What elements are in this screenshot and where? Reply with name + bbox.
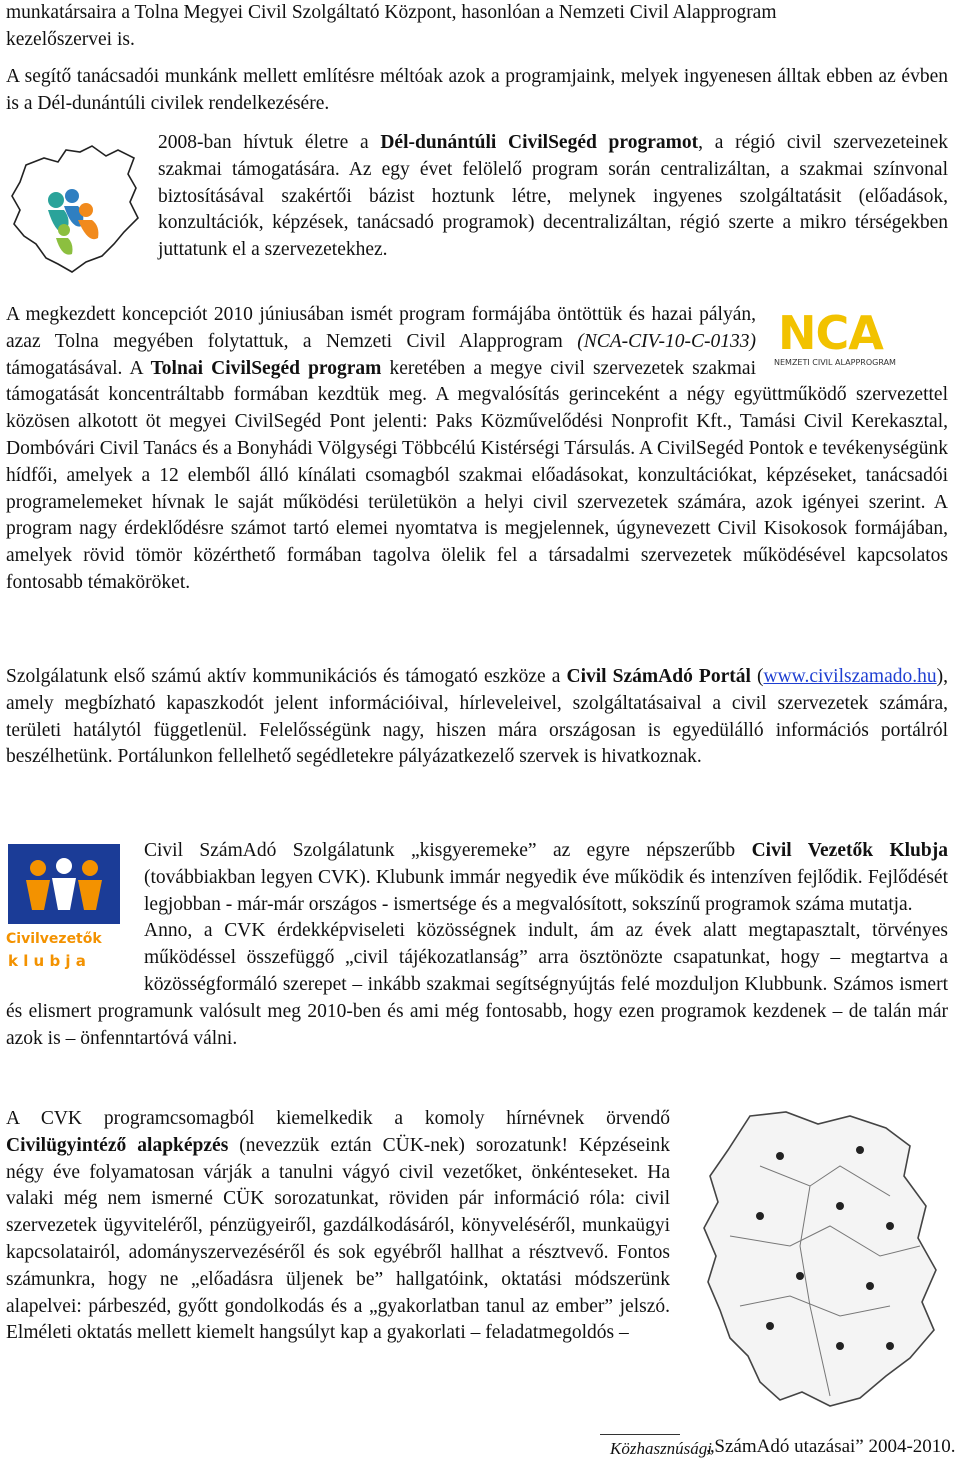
region-map-icon: [6, 140, 146, 280]
tolna-map-icon: [690, 1106, 948, 1416]
portal-section: [6, 664, 948, 771]
nca-logo: [774, 308, 934, 372]
nca-section: [6, 302, 948, 597]
nca-grant-id: (NCA-CIV-10-C-0133): [577, 330, 756, 352]
civilseged-text: 2008-ban hívtuk életre a Dél-dunántúli CivilSegéd programot, a régió civil szervezeteinek szakmai támogatására. Az egy évet felölelő program során centralizáltan, a szakmai színvonal biztosításával szakértői bázist hoztunk létre, melynek ingyenes szolgáltatásit (előadások, konzultációk, képzések, tanácsadó programok) decentralizáltan, régió szerte a mikro térségekben juttatunk el a szervezetekhez.: [158, 132, 949, 261]
footer-rule: [600, 1434, 680, 1435]
cuk-text: A CVK programcsomagból kiemelkedik a komoly hírnévnek örvendő Civilügyintéző alapképzés (nevezzük eztán CÜK-nek) sorozatunk! Képzéseink négy éve folyamatosan várják a tanulni vágyó civil vezetőket, önkénteseket. Ha valaki még nem ismerné CÜK sorozatunkat, röviden pár információ róla: civil szervezetek ügyviteléről, pénzügyeiről, gazdálkodásáról, könyveléséről, munkaügyi kapcsolatairól, adományszervezéséről és sok egyébről hallhat a résztvevő. Fontos számunkra, hogy ne „előadásra üljenek be” hallgatóink, oktatási módszerünk alapelvei: párbeszéd, győtt gondolkodás és a „gyakorlatban tanul az ember” jelszó. Elméleti oktatás mellett kiemelt hangsúlyt kap a gyakorlati – feladatmegoldós –: [6, 1108, 670, 1344]
cvk-logo-figures-icon: [8, 844, 120, 924]
nca-logo-letters: NCA: [778, 306, 883, 360]
nca-text: A megkezdett koncepciót 2010 júniusában ismét program formájába öntöttük és hazai pályán, azaz Tolna megyében folytattuk, a Nemzeti Civil Alapprogram (NCA-CIV-10-C-0133) támogatásával. A Tolnai CivilSegéd program keretében a megye civil szervezetek szakmai támogatását koncentráltabb formában kezdtük meg. A megvalósítás gerinceként a négy együttműködő szervezettel közösen alkotott öt megyei CivilSegéd Pont jelenti: Paks Közművelődési Nonprofit Kft., Tamási Civil Kerekasztal, Dombóvári Civil Tanács és a Bonyhádi Völgységi Többcélú Kistérségi Társulás. A CivilSegéd Pontok e tevékenységünk hídfői, amelyek a 12 elemből álló kínálati csomagból szakmai előadásokat, konzultációkat, képzéseket, tanácsadói programelemeket hívnak le saját működési területükön a helyi civil szervezetek számára, azok igényei szerint. A program nagy érdeklődésre számot tartó elemei nyomtatva is megjelennek, úgynevezett Civil Kisokosok formájában, amelyek rövid tömör közérthető formában tagolva ölelik fel a társadalmi szervezetek működésével kapcsolatos fontosabb témaköröket.: [6, 304, 948, 593]
cuk-section: [6, 1106, 948, 1424]
footer-left-text: Közhasznúsági: [610, 1439, 713, 1458]
cvk-logo-title: Civilvezetők: [6, 931, 102, 947]
portal-text: Szolgálatunk első számú aktív kommunikációs és támogató eszköze a Civil SzámAdó Portál (www.civilszamado.hu), amely megbízható kapaszkodót jelent információival, hírleveleivel, szolgáltatásaival a civil szervezetek számára, területi hatálytól függetlenül. Felelősségünk nagy, hiszen mára országosan is egyedülálló információs portálról beszélhetünk. Portálunkon fellelhető segédletekre pályázatkezelő szervek is hivatkoznak.: [6, 666, 948, 768]
cvk-logo-subtitle: k l u b j a: [8, 952, 86, 970]
civilseged-program-name: Dél-dunántúli CivilSegéd programot: [380, 132, 699, 153]
tolnai-civilseged-name: Tolnai CivilSegéd program: [150, 357, 382, 379]
cvk-intro-text: Civil SzámAdó Szolgálatunk „kisgyeremeke” az egyre népszerűbb Civil Vezetők Klubja (továbbiakban legyen CVK). Klubunk immár negyedik éve működik és intenzíven fejlődik. Fejlődését legjobban - már-már országos - ismertsége és a megvalósított, sokszínű programok száma mutatja.: [144, 840, 948, 915]
cvk-section: [6, 838, 948, 1052]
intro-line-2: kezelőszervei is.: [6, 28, 135, 50]
portal-name: Civil SzámAdó Portál: [566, 666, 751, 687]
footer-right-text: „SzámAdó utazásai” 2004-2010.: [706, 1436, 956, 1457]
cvk-name: Civil Vezetők Klubja: [751, 840, 948, 861]
tolna-map-image: [690, 1106, 948, 1424]
cvk-history-text: Anno, a CVK érdekképviseleti közösségnek indult, ám az évek alatt megtapasztalt, törvényes működéssel összefüggő „civil tájékozatlanság” arra ösztönözte csapatunkat, hogy – megtartva a közösségformáló szerepet – inkább szakmai segítségnyújtás felé mozduljon Klubbunk. Számos ismert és elismert programunk valósult meg 2010-ben és ami még fontosabb, hogy ezen programok kezdenek – de talán már azok is – önfenntartóvá válni.: [6, 920, 948, 1049]
civilszamado-link[interactable]: www.civilszamado.hu: [763, 666, 937, 687]
nca-logo-caption: NEMZETI CIVIL ALAPPROGRAM: [774, 358, 896, 367]
programs-paragraph: A segítő tanácsadói munkánk mellett említésre méltóak azok a programjaink, melyek ingyenesen álltak ebben az évben is a Dél-dunántúli civilek rendelkezésére.: [6, 66, 948, 114]
cuk-course-name: Civilügyintéző alapképzés: [6, 1134, 229, 1156]
civilseged-section: [6, 130, 948, 290]
region-map-logo: [6, 140, 156, 290]
intro-paragraph: [6, 0, 948, 54]
intro-line-1: munkatársaira a Tolna Megyei Civil Szolgáltató Központ, hasonlóan a Nemzeti Civil Alapprogram: [6, 2, 777, 23]
cvk-logo: [6, 844, 128, 984]
